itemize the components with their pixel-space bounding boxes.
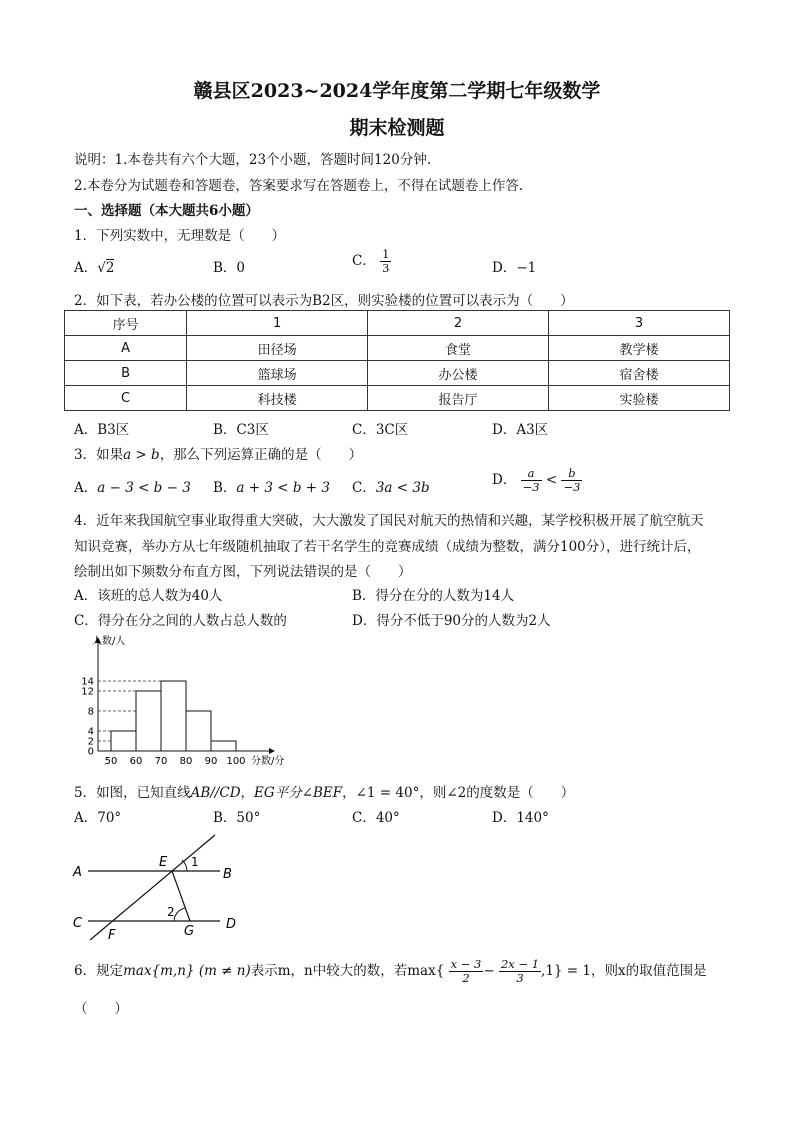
transversal-ef bbox=[90, 835, 215, 940]
q3-option-c bbox=[352, 476, 430, 496]
q3-option-c-label: C． bbox=[352, 480, 376, 496]
q1-option-a-label: A． bbox=[74, 260, 98, 276]
x-axis-label: 分数/分 bbox=[251, 756, 285, 767]
q3-option-d-fraction-left bbox=[521, 467, 542, 494]
label-f: F bbox=[108, 928, 116, 942]
q4-option-d: D．得分不低于90分的人数为2人 bbox=[352, 613, 551, 629]
label-g: G bbox=[184, 924, 195, 939]
section-heading: 一、选择题（本大题共6小题） bbox=[74, 203, 259, 219]
q5-option-c: C．40° bbox=[352, 810, 400, 826]
q1-option-b-value: 0 bbox=[236, 260, 246, 276]
y-tick-label: 0 bbox=[87, 746, 94, 758]
q6-max-word: max{ bbox=[407, 963, 445, 979]
q5-bisector: EG平分∠BEF bbox=[254, 785, 343, 801]
q3-option-d-fraction-right bbox=[561, 467, 582, 494]
q6-max-tail: ,1} = 1 bbox=[541, 963, 591, 979]
q3-stem bbox=[74, 443, 362, 463]
q1-stem: 1．下列实数中，无理数是（ ） bbox=[74, 228, 286, 244]
q6-stem bbox=[74, 958, 707, 985]
q5-angle-1: ∠1 = 40° bbox=[355, 785, 420, 801]
q1-option-d bbox=[492, 256, 536, 276]
q2-option-c: C．3C区 bbox=[352, 422, 409, 438]
histogram-bar bbox=[211, 741, 236, 751]
label-angle-2: 2 bbox=[167, 905, 175, 919]
q1-option-a-value: 2 bbox=[105, 260, 115, 276]
q1-option-d-value: −1 bbox=[516, 260, 537, 276]
x-tick-label: 50 bbox=[104, 756, 118, 767]
x-tick-label: 90 bbox=[204, 756, 218, 767]
table-cell: 教学楼 bbox=[549, 336, 730, 361]
q1-option-d-label: D． bbox=[492, 260, 517, 276]
q4-stem-line-2: 知识竞赛，举办方从七年级随机抽取了若干名学生的竞赛成绩（成绩为整数，满分100分），进行统计后， bbox=[74, 539, 701, 555]
q6-stem-mid: 表示m，n中较大的数，若 bbox=[250, 963, 408, 979]
table-cell: B bbox=[65, 361, 187, 386]
fraction-denominator: 3 bbox=[516, 971, 524, 985]
q5-stem-suffix: ，则∠2的度数是（ ） bbox=[419, 785, 575, 801]
q4-stem-line-1: 4．近年来我国航空事业取得重大突破，大大激发了国民对航天的热情和兴趣，某学校积极开展了航空航天 bbox=[74, 513, 704, 529]
table-cell: 实验楼 bbox=[549, 386, 730, 411]
q3-option-a-label: A． bbox=[74, 480, 98, 496]
q1-option-c-label: C． bbox=[352, 253, 376, 269]
page-title: 赣县区2023~2024学年度第二学期七年级数学 bbox=[193, 80, 601, 102]
histogram-bar bbox=[111, 731, 136, 751]
x-tick-label: 100 bbox=[226, 756, 246, 767]
q3-option-b-expr: a + 3 < b + 3 bbox=[236, 480, 330, 496]
angle-2-arc bbox=[174, 908, 185, 921]
sqrt-symbol: √ bbox=[97, 260, 106, 276]
q6-stem-suffix: ，则x的取值范围是 bbox=[591, 963, 707, 979]
y-tick-label: 4 bbox=[87, 726, 94, 738]
table-cell: 篮球场 bbox=[187, 361, 368, 386]
q5-option-d: D．140° bbox=[492, 810, 549, 826]
q6-fraction-1 bbox=[449, 958, 484, 985]
q2-location-table bbox=[64, 310, 730, 411]
y-axis-label: 人数/人 bbox=[92, 636, 126, 647]
q5-stem bbox=[74, 781, 574, 801]
q5-stem-sep-2: ， bbox=[342, 785, 356, 801]
histogram-bar bbox=[136, 691, 161, 751]
table-header-cell: 1 bbox=[187, 311, 368, 336]
q6-stem-prefix: 6．规定 bbox=[74, 963, 124, 979]
q3-option-b-label: B． bbox=[213, 480, 237, 496]
table-cell: 食堂 bbox=[368, 336, 549, 361]
note-line-2: 2.本卷分为试题卷和答题卷，答案要求写在答题卷上，不得在试题卷上作答. bbox=[74, 178, 524, 194]
q6-fraction-2 bbox=[499, 958, 541, 985]
table-header-row bbox=[65, 311, 730, 336]
histogram-bar bbox=[161, 681, 186, 751]
bisector-eg bbox=[172, 871, 190, 921]
table-cell: 办公楼 bbox=[368, 361, 549, 386]
table-cell: 报告厅 bbox=[368, 386, 549, 411]
table-row bbox=[65, 336, 730, 361]
q1-option-a bbox=[74, 256, 114, 276]
table-row bbox=[65, 386, 730, 411]
table-cell: 宿舍楼 bbox=[549, 361, 730, 386]
q5-option-a: A．70° bbox=[74, 810, 122, 826]
q5-parallel-lines: AB//CD bbox=[190, 785, 241, 801]
label-d: D bbox=[226, 917, 237, 932]
q3-option-d-label: D． bbox=[492, 472, 517, 488]
q1-option-c-fraction bbox=[380, 248, 391, 275]
table-header-cell: 2 bbox=[368, 311, 549, 336]
q2-stem: 2．如下表，若办公楼的位置可以表示为B2区，则实验楼的位置可以表示为（ ） bbox=[74, 293, 574, 309]
q3-stem-suffix: ，那么下列运算正确的是（ ） bbox=[159, 447, 363, 463]
q3-option-b bbox=[213, 476, 330, 496]
q6-answer-paren: （ ） bbox=[74, 1001, 128, 1017]
q3-option-d bbox=[492, 467, 582, 494]
label-a: A bbox=[73, 865, 82, 880]
fraction-denominator: −3 bbox=[563, 480, 581, 494]
q4-stem-line-3: 绘制出如下频数分布直方图，下列说法错误的是（ ） bbox=[74, 564, 412, 580]
q3-option-d-operator: < bbox=[545, 472, 558, 488]
q4-option-a: A．该班的总人数为40人 bbox=[74, 588, 223, 604]
fraction-numerator: a bbox=[521, 467, 542, 481]
table-cell: 科技楼 bbox=[187, 386, 368, 411]
q4-histogram bbox=[70, 632, 300, 774]
fraction-denominator: 3 bbox=[382, 261, 390, 275]
label-c: C bbox=[73, 916, 83, 931]
y-tick-label: 2 bbox=[87, 736, 94, 748]
table-header-cell: 序号 bbox=[65, 311, 187, 336]
table-cell: A bbox=[65, 336, 187, 361]
note-line-1: 说明：1.本卷共有六个大题，23个小题，答题时间120分钟. bbox=[74, 152, 432, 168]
q5-geometry-figure bbox=[70, 830, 250, 942]
q2-option-b: B．C3区 bbox=[213, 422, 269, 438]
q2-option-a: A．B3区 bbox=[74, 422, 130, 438]
fraction-numerator: x − 3 bbox=[450, 957, 482, 971]
q4-option-c: C．得分在分之间的人数占总人数的 bbox=[74, 613, 287, 629]
y-tick-label: 14 bbox=[81, 676, 94, 688]
y-tick-label: 8 bbox=[87, 706, 94, 718]
table-row bbox=[65, 361, 730, 386]
q4-option-b: B．得分在分的人数为14人 bbox=[352, 588, 515, 604]
x-tick-label: 70 bbox=[154, 756, 168, 767]
x-tick-label: 80 bbox=[179, 756, 193, 767]
x-tick-label: 60 bbox=[129, 756, 143, 767]
table-header-cell: 3 bbox=[549, 311, 730, 336]
fraction-denominator: 2 bbox=[462, 971, 470, 985]
fraction-numerator: b bbox=[561, 467, 582, 481]
q5-stem-prefix: 5．如图，已知直线 bbox=[74, 785, 191, 801]
fraction-numerator: 1 bbox=[382, 247, 390, 261]
q1-option-b-label: B． bbox=[213, 260, 237, 276]
q3-option-a bbox=[74, 476, 191, 496]
label-e: E bbox=[159, 855, 168, 870]
label-b: B bbox=[223, 867, 232, 882]
q2-option-d: D．A3区 bbox=[492, 422, 549, 438]
table-cell: C bbox=[65, 386, 187, 411]
y-tick-label: 12 bbox=[81, 686, 94, 698]
q5-stem-sep-1: ， bbox=[240, 785, 255, 801]
q3-stem-prefix: 3．如果 bbox=[74, 447, 124, 463]
q3-option-a-expr: a − 3 < b − 3 bbox=[97, 480, 191, 496]
table-cell: 田径场 bbox=[187, 336, 368, 361]
fraction-denominator: −3 bbox=[522, 480, 540, 494]
histogram-bar bbox=[186, 711, 211, 751]
q3-option-c-expr: 3a < 3b bbox=[375, 480, 430, 496]
q5-option-b: B．50° bbox=[213, 810, 261, 826]
fraction-numerator: 2x − 1 bbox=[500, 957, 540, 971]
q3-condition: a > b bbox=[123, 447, 160, 463]
label-angle-1: 1 bbox=[191, 855, 199, 869]
q6-max-definition: max{m,n} (m ≠ n) bbox=[123, 963, 251, 979]
q1-option-c bbox=[352, 248, 391, 275]
q6-minus: − bbox=[483, 963, 495, 979]
page-subtitle: 期末检测题 bbox=[349, 117, 445, 139]
q1-option-b bbox=[213, 256, 245, 276]
